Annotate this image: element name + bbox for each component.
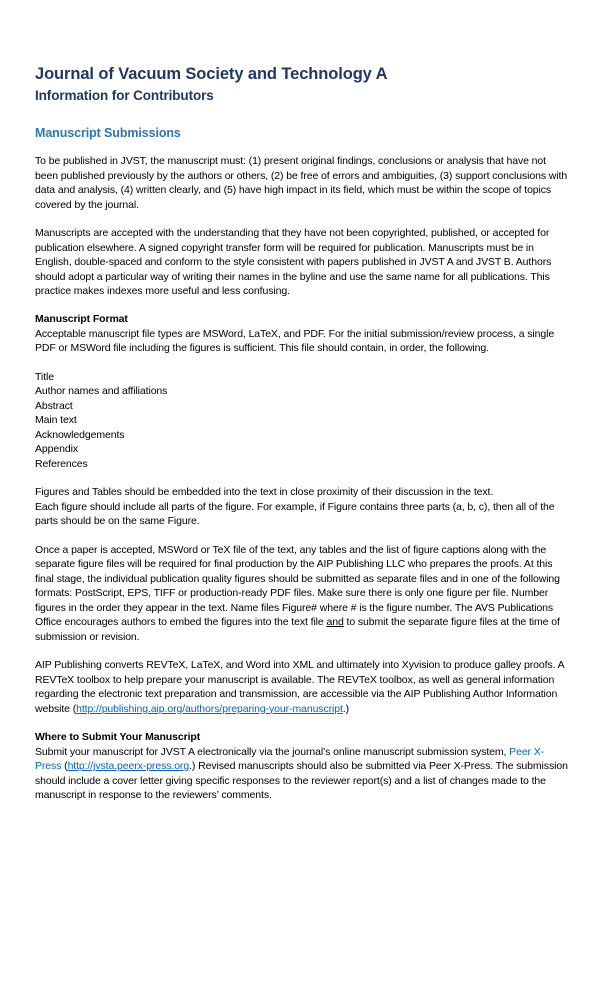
heading-manuscript-format: Manuscript Format (35, 313, 128, 326)
paragraph-figure-parts: Each figure should include all parts of the figure. For example, if Figure contains three parts (a, b, c), then all of the parts should be on the same Figure. (35, 500, 555, 528)
production-underlined-and: and (326, 616, 344, 629)
submit-text-after-link: .) Revised manuscripts should also be submitted via Peer X-Press. The submission should include a cover letter giving specific responses to the reviewer report(s) and a list of changes made to the manuscript in response to the reviewers’ comments. (35, 760, 568, 802)
production-text-before: Once a paper is accepted, MSWord or TeX file of the text, any tables and the list of figure captions along with the separate figure files will be required for final production by the AIP Publishing LLC who prepares the proofs. At this final stage, the individual publication quality figures should be submitted as separate files and in one of the following formats: PostScript, EPS, TIFF or production-ready PDF files. Make sure there is only one figure per file. Number figures in the order they appear in the text. Name files Figure# where # is the figure number. The AVS Publications Office encourages authors to embed the figures into the text file (35, 543, 560, 629)
paragraph-publication-criteria: To be published in JVST, the manuscript must: (1) present original findings, conclusions or analysis that have not been published previously by the authors or others, (2) be free of errors and ambiguities, (3) support conclusions with data and analysis, (4) written clearly, and (5) have high impact in its field, which must be within the scope of topics covered by the journal. (35, 155, 568, 211)
aip-text-before-link: AIP Publishing converts REVTeX, LaTeX, and Word into XML and ultimately into Xyvision to produce galley proofs. A REVTeX toolbox to help prepare your manuscript is available. The REVTeX toolbox, as well as general information regarding the electronic text preparation and transmission, are accessible via the AIP Publishing Author Information website ( (35, 659, 564, 715)
list-item-main-text: Main text (35, 414, 77, 427)
paragraph-acceptance-terms: Manuscripts are accepted with the understanding that they have not been copyrighted, published, or accepted for publication elsewhere. A signed copyright transfer form will be required for publication. Manuscripts must be in English, double-spaced and conform to the style consistent with papers published in JVST A and JVST B. Authors should adopt a particular way of writing their names in the byline and use the same name for all publications. This practice makes indexes more useful and less confusing. (35, 227, 552, 297)
list-item-author-names: Author names and affiliations (35, 385, 168, 398)
heading-where-to-submit: Where to Submit Your Manuscript (35, 731, 201, 744)
submit-text-before-peer: Submit your manuscript for JVST A electronically via the journal’s online manuscript submission system, (35, 745, 510, 758)
paragraph-file-types: Acceptable manuscript file types are MSWord, LaTeX, and PDF. For the initial submission/review process, a single PDF or MSWord file including the figures is sufficient. This file should contain, in order, the following. (35, 327, 555, 355)
document-title: Journal of Vacuum Society and Technology A (35, 65, 388, 83)
paragraph-submission-instructions (35, 745, 569, 803)
paragraph-aip-publishing (35, 658, 569, 716)
section-heading-manuscript-submissions: Manuscript Submissions (35, 125, 181, 140)
figures-and-tables-paragraph (35, 485, 569, 528)
aip-text-after-link: .) (342, 702, 350, 715)
document-subtitle: Information for Contributors (35, 87, 214, 103)
where-to-submit-section (35, 730, 569, 802)
peer-x-press-link[interactable]: Peer X-Press (35, 745, 545, 773)
list-item-appendix: Appendix (35, 443, 78, 456)
paragraph-figures-embedding: Figures and Tables should be embedded into the text in close proximity of their discussion in the text. (35, 486, 494, 499)
list-item-references: References (35, 457, 88, 470)
list-item-title: Title (35, 370, 54, 383)
peer-x-press-url-link[interactable]: http://jvsta.peerx-press.org (67, 760, 190, 773)
aip-author-info-link[interactable]: http://publishing.aip.org/authors/preparing-your-manuscript (76, 702, 343, 715)
manuscript-contents-list (35, 370, 569, 471)
manuscript-format-section (35, 312, 569, 355)
production-text-after: to submit the separate figure files at the time of submission or revision. (35, 616, 560, 643)
submit-open-paren: ( (61, 760, 68, 773)
list-item-abstract: Abstract (35, 399, 73, 412)
paragraph-final-production (35, 543, 569, 644)
list-item-acknowledgements: Acknowledgements (35, 428, 125, 441)
